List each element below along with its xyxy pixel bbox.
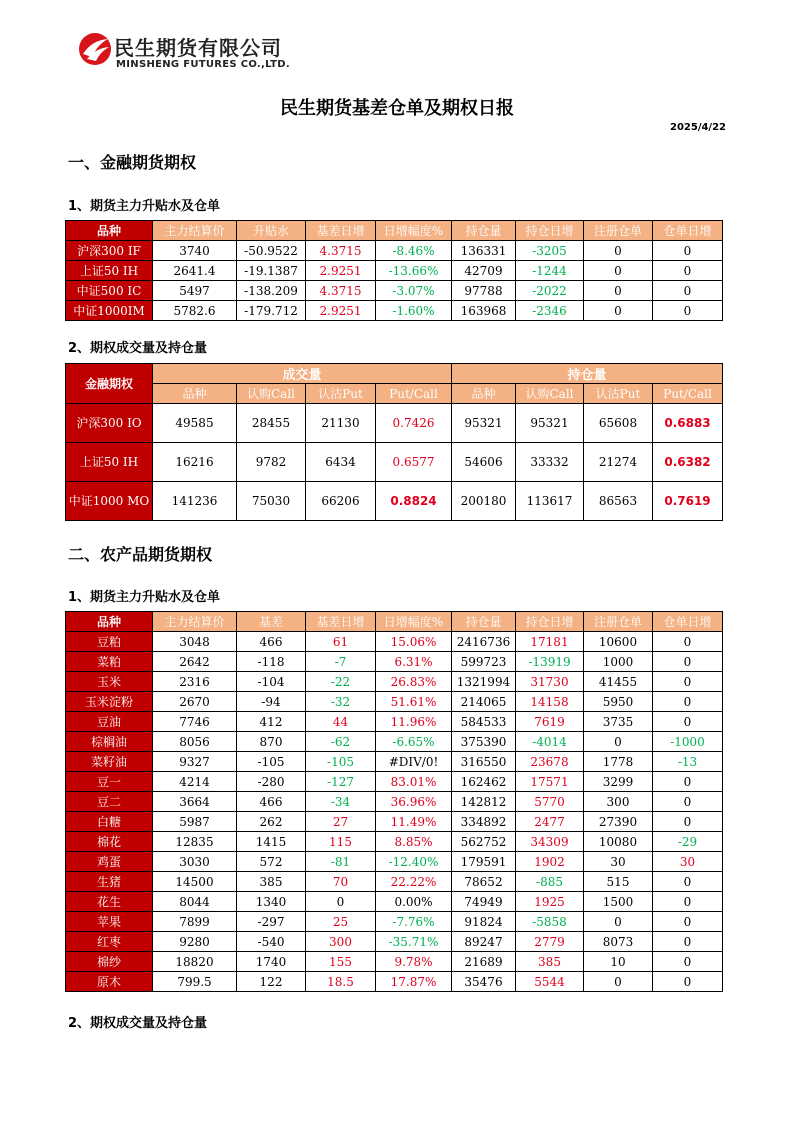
column-header: 认沽Put <box>306 384 376 404</box>
row-name: 沪深300 IF <box>66 241 153 261</box>
table-cell: 5544 <box>516 972 584 992</box>
table-cell: 41455 <box>584 672 653 692</box>
table-cell: 8044 <box>153 892 237 912</box>
row-name: 花生 <box>66 892 153 912</box>
table-cell: -13 <box>653 752 723 772</box>
fin-options-table <box>65 363 723 521</box>
agri-options-heading: 2、期权成交量及持仓量 <box>68 1016 208 1031</box>
table-cell: 30 <box>584 852 653 872</box>
table-cell: 10600 <box>584 632 653 652</box>
table-row <box>66 482 723 521</box>
table-cell: 7746 <box>153 712 237 732</box>
table-cell: 74949 <box>452 892 516 912</box>
row-name: 上证50 IH <box>66 443 153 482</box>
table-cell: 0.7619 <box>653 482 723 521</box>
table-cell: 1000 <box>584 652 653 672</box>
column-header: 持仓日增 <box>516 612 584 632</box>
table-cell: 21130 <box>306 404 376 443</box>
table-cell: 0.6577 <box>376 443 452 482</box>
column-header: 仓单日增 <box>653 612 723 632</box>
table-cell: 300 <box>306 932 376 952</box>
row-name: 原木 <box>66 972 153 992</box>
table-cell: 5770 <box>516 792 584 812</box>
column-header: 品种 <box>66 221 153 241</box>
table-cell: 11.49% <box>376 812 452 832</box>
table-row <box>66 952 723 972</box>
table-cell: 18820 <box>153 952 237 972</box>
table-cell: 2416736 <box>452 632 516 652</box>
table-cell: -22 <box>306 672 376 692</box>
column-header: 认购Call <box>516 384 584 404</box>
column-header: 注册仓单 <box>584 612 653 632</box>
column-header: 日增幅度% <box>376 612 452 632</box>
table-cell: 95321 <box>452 404 516 443</box>
table-cell: 0.6883 <box>653 404 723 443</box>
table-cell: 0 <box>584 972 653 992</box>
table-cell: 86563 <box>584 482 653 521</box>
table-row <box>66 261 723 281</box>
table-cell: 51.61% <box>376 692 452 712</box>
table-cell: 75030 <box>237 482 306 521</box>
table-cell: -50.9522 <box>237 241 306 261</box>
table-cell: 12835 <box>153 832 237 852</box>
table-cell: 113617 <box>516 482 584 521</box>
table-cell: 7899 <box>153 912 237 932</box>
table-cell: 1321994 <box>452 672 516 692</box>
table-cell: 0 <box>653 632 723 652</box>
table-cell: 799.5 <box>153 972 237 992</box>
table-cell: 0 <box>653 952 723 972</box>
table-cell: -127 <box>306 772 376 792</box>
row-name: 玉米 <box>66 672 153 692</box>
fin-basis-table <box>65 220 723 321</box>
row-name: 豆二 <box>66 792 153 812</box>
table-cell: 0 <box>653 241 723 261</box>
column-header: 注册仓单 <box>584 221 653 241</box>
table-cell: 0 <box>653 672 723 692</box>
table-cell: 1925 <box>516 892 584 912</box>
row-name: 菜粕 <box>66 652 153 672</box>
row-name: 红枣 <box>66 932 153 952</box>
table-cell: 0 <box>584 912 653 932</box>
table-cell: 17181 <box>516 632 584 652</box>
column-header: 认沽Put <box>584 384 653 404</box>
table-cell: 200180 <box>452 482 516 521</box>
table-cell: 0.8824 <box>376 482 452 521</box>
table-cell: 2670 <box>153 692 237 712</box>
column-header: 持仓量 <box>452 221 516 241</box>
column-header: 持仓日增 <box>516 221 584 241</box>
table-cell: 54606 <box>452 443 516 482</box>
table-cell: 11.96% <box>376 712 452 732</box>
table-row <box>66 832 723 852</box>
table-cell: 35476 <box>452 972 516 992</box>
table-cell: -62 <box>306 732 376 752</box>
table-cell: #DIV/0! <box>376 752 452 772</box>
table-cell: 2642 <box>153 652 237 672</box>
minsheng-logo-icon <box>78 30 112 68</box>
table-cell: 31730 <box>516 672 584 692</box>
table-cell: 26.83% <box>376 672 452 692</box>
table-cell: 412 <box>237 712 306 732</box>
table-cell: -2022 <box>516 281 584 301</box>
table-cell: 97788 <box>452 281 516 301</box>
table-cell: 91824 <box>452 912 516 932</box>
table-cell: 65608 <box>584 404 653 443</box>
table-cell: 584533 <box>452 712 516 732</box>
table-cell: -7.76% <box>376 912 452 932</box>
row-name: 中证500 IC <box>66 281 153 301</box>
table-cell: 70 <box>306 872 376 892</box>
table-cell: 300 <box>584 792 653 812</box>
group-volume: 成交量 <box>153 364 452 384</box>
table-cell: 5782.6 <box>153 301 237 321</box>
table-cell: -540 <box>237 932 306 952</box>
table-cell: -138.209 <box>237 281 306 301</box>
table-row <box>66 732 723 752</box>
table-cell: -12.40% <box>376 852 452 872</box>
column-header: 主力结算价 <box>153 221 237 241</box>
table-row <box>66 892 723 912</box>
table-cell: 27390 <box>584 812 653 832</box>
table-cell: 515 <box>584 872 653 892</box>
report-title: 民生期货基差仓单及期权日报 <box>280 98 514 119</box>
table-cell: 142812 <box>452 792 516 812</box>
table-row <box>66 241 723 261</box>
table-cell: 1778 <box>584 752 653 772</box>
column-header: 主力结算价 <box>153 612 237 632</box>
row-name: 豆油 <box>66 712 153 732</box>
table-cell: 0 <box>584 241 653 261</box>
table-cell: -280 <box>237 772 306 792</box>
row-name: 白糖 <box>66 812 153 832</box>
table-cell: 0 <box>653 892 723 912</box>
company-logo <box>78 30 308 74</box>
table-cell: -1244 <box>516 261 584 281</box>
table-cell: 162462 <box>452 772 516 792</box>
table-cell: 23678 <box>516 752 584 772</box>
table-row <box>66 632 723 652</box>
table-cell: 562752 <box>452 832 516 852</box>
column-header: Put/Call <box>376 384 452 404</box>
table-cell: 0 <box>653 281 723 301</box>
table-cell: 44 <box>306 712 376 732</box>
table-cell: 28455 <box>237 404 306 443</box>
table-row <box>66 692 723 712</box>
table-cell: -105 <box>237 752 306 772</box>
table-cell: 3664 <box>153 792 237 812</box>
table-cell: 115 <box>306 832 376 852</box>
table-cell: 262 <box>237 812 306 832</box>
table-cell: 21689 <box>452 952 516 972</box>
table-cell: 1415 <box>237 832 306 852</box>
table-cell: 0 <box>653 932 723 952</box>
table-cell: -179.712 <box>237 301 306 321</box>
table-cell: 8056 <box>153 732 237 752</box>
table-cell: 17.87% <box>376 972 452 992</box>
table-cell: 1740 <box>237 952 306 972</box>
table-cell: -2346 <box>516 301 584 321</box>
table-cell: 0 <box>584 281 653 301</box>
table-row <box>66 812 723 832</box>
table-cell: 375390 <box>452 732 516 752</box>
table-cell: 15.06% <box>376 632 452 652</box>
table-cell: 25 <box>306 912 376 932</box>
table-cell: 572 <box>237 852 306 872</box>
options-label: 金融期权 <box>66 364 153 404</box>
fin-basis-heading: 1、期货主力升贴水及仓单 <box>68 199 221 214</box>
table-cell: 0.7426 <box>376 404 452 443</box>
group-open-interest: 持仓量 <box>452 364 723 384</box>
row-name: 豆粕 <box>66 632 153 652</box>
table-cell: 21274 <box>584 443 653 482</box>
table-cell: 0.00% <box>376 892 452 912</box>
company-name-en: MINSHENG FUTURES CO.,LTD. <box>116 59 290 70</box>
table-header-row <box>66 221 723 241</box>
section-financial-heading: 一、金融期货期权 <box>68 153 197 172</box>
table-cell: 9.78% <box>376 952 452 972</box>
table-cell: -8.46% <box>376 241 452 261</box>
table-cell: 7619 <box>516 712 584 732</box>
table-row <box>66 443 723 482</box>
column-header: 升贴水 <box>237 221 306 241</box>
table-row <box>66 872 723 892</box>
table-cell: 316550 <box>452 752 516 772</box>
table-row <box>66 652 723 672</box>
table-cell: 0 <box>584 732 653 752</box>
table-cell: 49585 <box>153 404 237 443</box>
table-cell: 122 <box>237 972 306 992</box>
table-cell: 78652 <box>452 872 516 892</box>
table-cell: -297 <box>237 912 306 932</box>
table-cell: 10080 <box>584 832 653 852</box>
table-cell: 10 <box>584 952 653 972</box>
table-row <box>66 932 723 952</box>
table-cell: 66206 <box>306 482 376 521</box>
table-cell: -105 <box>306 752 376 772</box>
table-cell: 2316 <box>153 672 237 692</box>
table-cell: 466 <box>237 632 306 652</box>
table-cell: 89247 <box>452 932 516 952</box>
table-cell: 2641.4 <box>153 261 237 281</box>
row-name: 沪深300 IO <box>66 404 153 443</box>
table-cell: 0 <box>653 692 723 712</box>
table-row <box>66 912 723 932</box>
section-agri-heading: 二、农产品期货期权 <box>68 545 213 564</box>
fin-options-heading: 2、期权成交量及持仓量 <box>68 341 208 356</box>
company-name-cn: 民生期货有限公司 <box>114 36 282 60</box>
table-cell: 0 <box>653 772 723 792</box>
table-cell: 385 <box>237 872 306 892</box>
table-cell: 16216 <box>153 443 237 482</box>
column-header: Put/Call <box>653 384 723 404</box>
table-cell: -104 <box>237 672 306 692</box>
table-cell: 8073 <box>584 932 653 952</box>
table-header-row <box>66 612 723 632</box>
table-cell: 599723 <box>452 652 516 672</box>
table-cell: 136331 <box>452 241 516 261</box>
table-cell: 61 <box>306 632 376 652</box>
table-cell: 36.96% <box>376 792 452 812</box>
table-cell: 0 <box>653 912 723 932</box>
table-cell: -81 <box>306 852 376 872</box>
table-cell: -6.65% <box>376 732 452 752</box>
table-row <box>66 752 723 772</box>
row-name: 棉纱 <box>66 952 153 972</box>
table-cell: -13919 <box>516 652 584 672</box>
table-row <box>66 792 723 812</box>
table-cell: 3030 <box>153 852 237 872</box>
table-cell: -3205 <box>516 241 584 261</box>
table-cell: 5497 <box>153 281 237 301</box>
row-name: 鸡蛋 <box>66 852 153 872</box>
row-name: 棉花 <box>66 832 153 852</box>
table-cell: -1.60% <box>376 301 452 321</box>
table-cell: -1000 <box>653 732 723 752</box>
table-cell: -7 <box>306 652 376 672</box>
row-name: 中证1000 MO <box>66 482 153 521</box>
column-header: 品种 <box>452 384 516 404</box>
table-row <box>66 672 723 692</box>
table-cell: 179591 <box>452 852 516 872</box>
table-cell: 4214 <box>153 772 237 792</box>
column-header: 基差日增 <box>306 612 376 632</box>
table-cell: 83.01% <box>376 772 452 792</box>
table-row <box>66 712 723 732</box>
table-cell: 155 <box>306 952 376 972</box>
table-cell: 4.3715 <box>306 281 376 301</box>
table-cell: 4.3715 <box>306 241 376 261</box>
table-cell: 0 <box>653 261 723 281</box>
column-header: 日增幅度% <box>376 221 452 241</box>
table-cell: 42709 <box>452 261 516 281</box>
table-cell: 30 <box>653 852 723 872</box>
table-cell: 9327 <box>153 752 237 772</box>
table-cell: 0 <box>653 652 723 672</box>
table-cell: 0 <box>584 301 653 321</box>
table-cell: 3048 <box>153 632 237 652</box>
table-cell: 34309 <box>516 832 584 852</box>
table-cell: 2779 <box>516 932 584 952</box>
table-cell: 2.9251 <box>306 301 376 321</box>
table-cell: 9782 <box>237 443 306 482</box>
table-cell: -3.07% <box>376 281 452 301</box>
table-cell: -34 <box>306 792 376 812</box>
column-header: 基差 <box>237 612 306 632</box>
table-cell: 22.22% <box>376 872 452 892</box>
table-cell: -13.66% <box>376 261 452 281</box>
agri-basis-table <box>65 611 723 992</box>
table-cell: -94 <box>237 692 306 712</box>
column-header: 持仓量 <box>452 612 516 632</box>
table-cell: 0 <box>653 872 723 892</box>
table-cell: 0 <box>653 301 723 321</box>
row-name: 棕榈油 <box>66 732 153 752</box>
row-name: 苹果 <box>66 912 153 932</box>
table-cell: 14158 <box>516 692 584 712</box>
table-cell: 466 <box>237 792 306 812</box>
table-cell: 0 <box>653 812 723 832</box>
table-cell: 5950 <box>584 692 653 712</box>
table-cell: 214065 <box>452 692 516 712</box>
table-cell: 6434 <box>306 443 376 482</box>
table-cell: 3740 <box>153 241 237 261</box>
table-cell: 0 <box>306 892 376 912</box>
table-cell: 95321 <box>516 404 584 443</box>
row-name: 豆一 <box>66 772 153 792</box>
table-cell: 14500 <box>153 872 237 892</box>
table-cell: -885 <box>516 872 584 892</box>
table-cell: 1500 <box>584 892 653 912</box>
column-header: 认购Call <box>237 384 306 404</box>
table-row <box>66 772 723 792</box>
table-row <box>66 301 723 321</box>
table-cell: 18.5 <box>306 972 376 992</box>
table-cell: 8.85% <box>376 832 452 852</box>
column-header: 基差日增 <box>306 221 376 241</box>
table-cell: 1340 <box>237 892 306 912</box>
table-cell: -4014 <box>516 732 584 752</box>
table-cell: -29 <box>653 832 723 852</box>
table-cell: -19.1387 <box>237 261 306 281</box>
table-cell: -32 <box>306 692 376 712</box>
table-cell: 0 <box>584 261 653 281</box>
column-header: 仓单日增 <box>653 221 723 241</box>
table-cell: 385 <box>516 952 584 972</box>
table-cell: 2.9251 <box>306 261 376 281</box>
table-cell: -5858 <box>516 912 584 932</box>
row-name: 中证1000IM <box>66 301 153 321</box>
row-name: 生猪 <box>66 872 153 892</box>
column-header: 品种 <box>153 384 237 404</box>
table-cell: 0 <box>653 792 723 812</box>
table-cell: 1902 <box>516 852 584 872</box>
table-cell: 5987 <box>153 812 237 832</box>
table-cell: -35.71% <box>376 932 452 952</box>
row-name: 玉米淀粉 <box>66 692 153 712</box>
sub-header-row <box>66 384 723 404</box>
group-header-row <box>66 364 723 384</box>
table-cell: 3299 <box>584 772 653 792</box>
table-cell: 6.31% <box>376 652 452 672</box>
table-cell: 141236 <box>153 482 237 521</box>
table-cell: 9280 <box>153 932 237 952</box>
report-date: 2025/4/22 <box>669 122 726 133</box>
row-name: 菜籽油 <box>66 752 153 772</box>
table-row <box>66 404 723 443</box>
table-cell: 2477 <box>516 812 584 832</box>
table-cell: 3735 <box>584 712 653 732</box>
agri-basis-heading: 1、期货主力升贴水及仓单 <box>68 590 221 605</box>
table-cell: 33332 <box>516 443 584 482</box>
table-cell: 0 <box>653 972 723 992</box>
table-cell: 17571 <box>516 772 584 792</box>
table-row <box>66 852 723 872</box>
table-cell: -118 <box>237 652 306 672</box>
table-cell: 334892 <box>452 812 516 832</box>
table-cell: 0 <box>653 712 723 732</box>
table-cell: 870 <box>237 732 306 752</box>
table-cell: 0.6382 <box>653 443 723 482</box>
column-header: 品种 <box>66 612 153 632</box>
table-row <box>66 972 723 992</box>
table-row <box>66 281 723 301</box>
table-cell: 27 <box>306 812 376 832</box>
table-cell: 163968 <box>452 301 516 321</box>
row-name: 上证50 IH <box>66 261 153 281</box>
